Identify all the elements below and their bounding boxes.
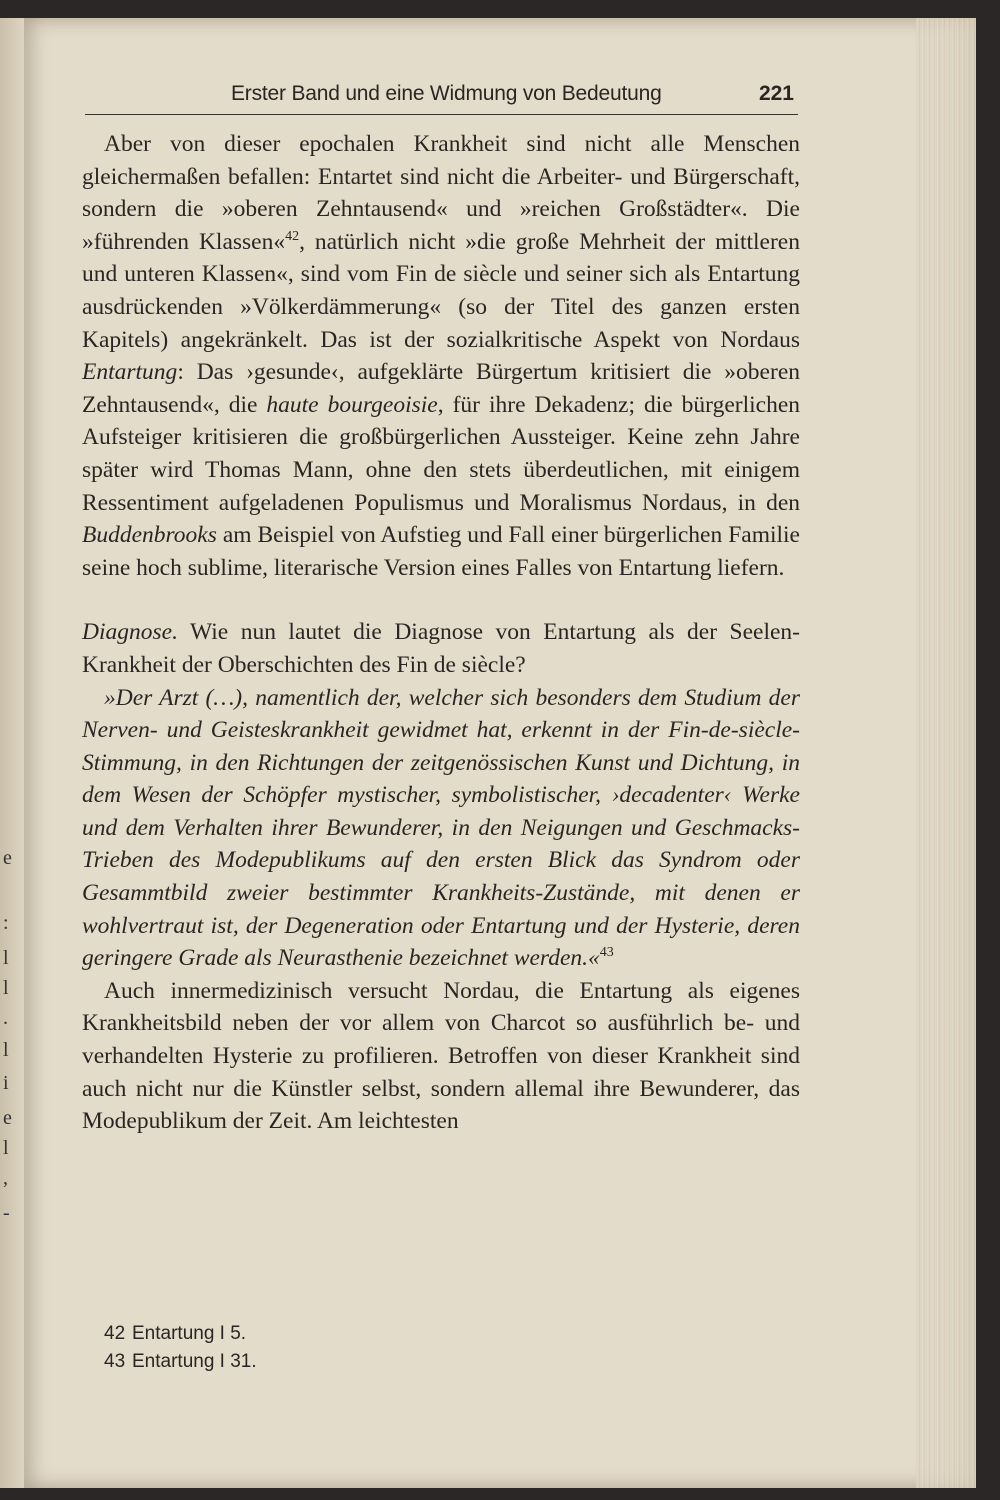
- footnotes: [104, 1320, 257, 1376]
- paragraph-3: Auch innermedizinisch versucht Nordau, die Entartung als eigenes Krankheitsbild neben der vor allem von Charcot so ausführlich be- und verhandelten Hysterie zu profilieren. Betroffen von dieser Krankheit sind auch nicht nur die Künstler selbst, sondern allemal ihre Bewunderer, das Modepublikum der Zeit. Am leichtesten: [82, 977, 800, 1135]
- body-text: [82, 128, 800, 1138]
- footnote-text: Entartung I 5.: [132, 1323, 247, 1344]
- block-quote: »Der Arzt (…), namentlich der, welcher sich besonders dem Studium der Nerven- und Geisteskrankheit gewidmet hat, erkennt in der Fin-de-siècle-Stimmung, in den Richtungen der zeitgenössischen Kunst und Dichtung, in dem Wesen der Schöpfer mystischer, symbolistischer, ›decadenter‹ Werke und dem Verhalten ihrer Bewunderer, in den Neigungen und Geschmacks-Trieben des Modepublikums auf den ersten Blick das Syndrom oder Gesammtbild zweier bestimmter Krankheits-Zustände, mit denen er wohlvertraut ist, der Degeneration oder Entartung und der Hysterie, deren geringere Grade als Neurasthenie bezeichnet werden.«$^{43}$: [82, 684, 800, 972]
- section-run-in-heading: Diagnose.: [82, 619, 178, 646]
- footnote: [104, 1320, 257, 1348]
- footnote: [104, 1348, 257, 1376]
- footnote-number: 43: [104, 1351, 126, 1372]
- margin-glyph: :: [3, 912, 9, 934]
- footnote-number: 42: [104, 1323, 126, 1344]
- margin-glyph: l: [3, 1137, 9, 1159]
- margin-glyph: e: [3, 847, 12, 869]
- page-edge: [916, 18, 976, 1488]
- footnote-text: Entartung I 31.: [132, 1351, 257, 1372]
- margin-glyph: l: [3, 977, 9, 999]
- page-number: 221: [758, 82, 794, 105]
- margin-glyph: l: [3, 947, 9, 969]
- margin-glyph: l: [3, 1039, 9, 1061]
- margin-glyph: -: [3, 1202, 10, 1224]
- footnote-ref-43: 43: [599, 945, 614, 961]
- page-header: [85, 82, 798, 115]
- margin-glyph: i: [3, 1072, 9, 1094]
- adjacent-page-strip: [0, 18, 24, 1488]
- footnote-ref-42: 42: [285, 228, 300, 244]
- paragraph-diagnose: Diagnose. Wie nun lautet die Diagnose von Entartung als der Seelen-Krankheit der Oberschichten des Fin de siècle?: [82, 619, 800, 678]
- paragraph-gap: [82, 584, 800, 616]
- paragraph-1: Aber von dieser epochalen Krankheit sind nicht alle Menschen gleichermaßen befallen: Entartet sind nicht die Arbeiter- und Bürgerschaft, sondern die »oberen Zehntausend« und »reichen Großstädter«. Die »führenden Klassen«$^{42}$, natürlich nicht »die große Mehrheit der mittleren und unteren Klassen«, sind vom Fin de siècle und seiner sich als Entartung ausdrückenden »Völkerdämmerung« (so der Titel des ganzen ersten Kapitels) angekränkelt. Das ist der sozialkritische Aspekt von Nordaus Entartung: Das ›gesunde‹, aufgeklärte Bürgertum kritisiert die »oberen Zehntausend«, die haute bourgeoisie, für ihre Dekadenz; die bürgerlichen Aufsteiger kritisieren die großbürgerlichen Aussteiger. Keine zehn Jahre später wird Thomas Mann, ohne den stets überdeutlichen, mit einigem Ressentiment aufgeladenen Populismus und Moralismus Nordaus, in den Buddenbrooks am Beispiel von Aufstieg und Fall einer bürgerlichen Familie seine hoch sublime, literarische Version eines Falles von Entartung liefern.: [82, 131, 801, 581]
- margin-glyph: ,: [3, 1167, 8, 1189]
- running-title: Erster Band und eine Widmung von Bedeutung: [231, 82, 662, 105]
- margin-glyph: .: [3, 1007, 8, 1029]
- margin-glyph: e: [3, 1107, 12, 1129]
